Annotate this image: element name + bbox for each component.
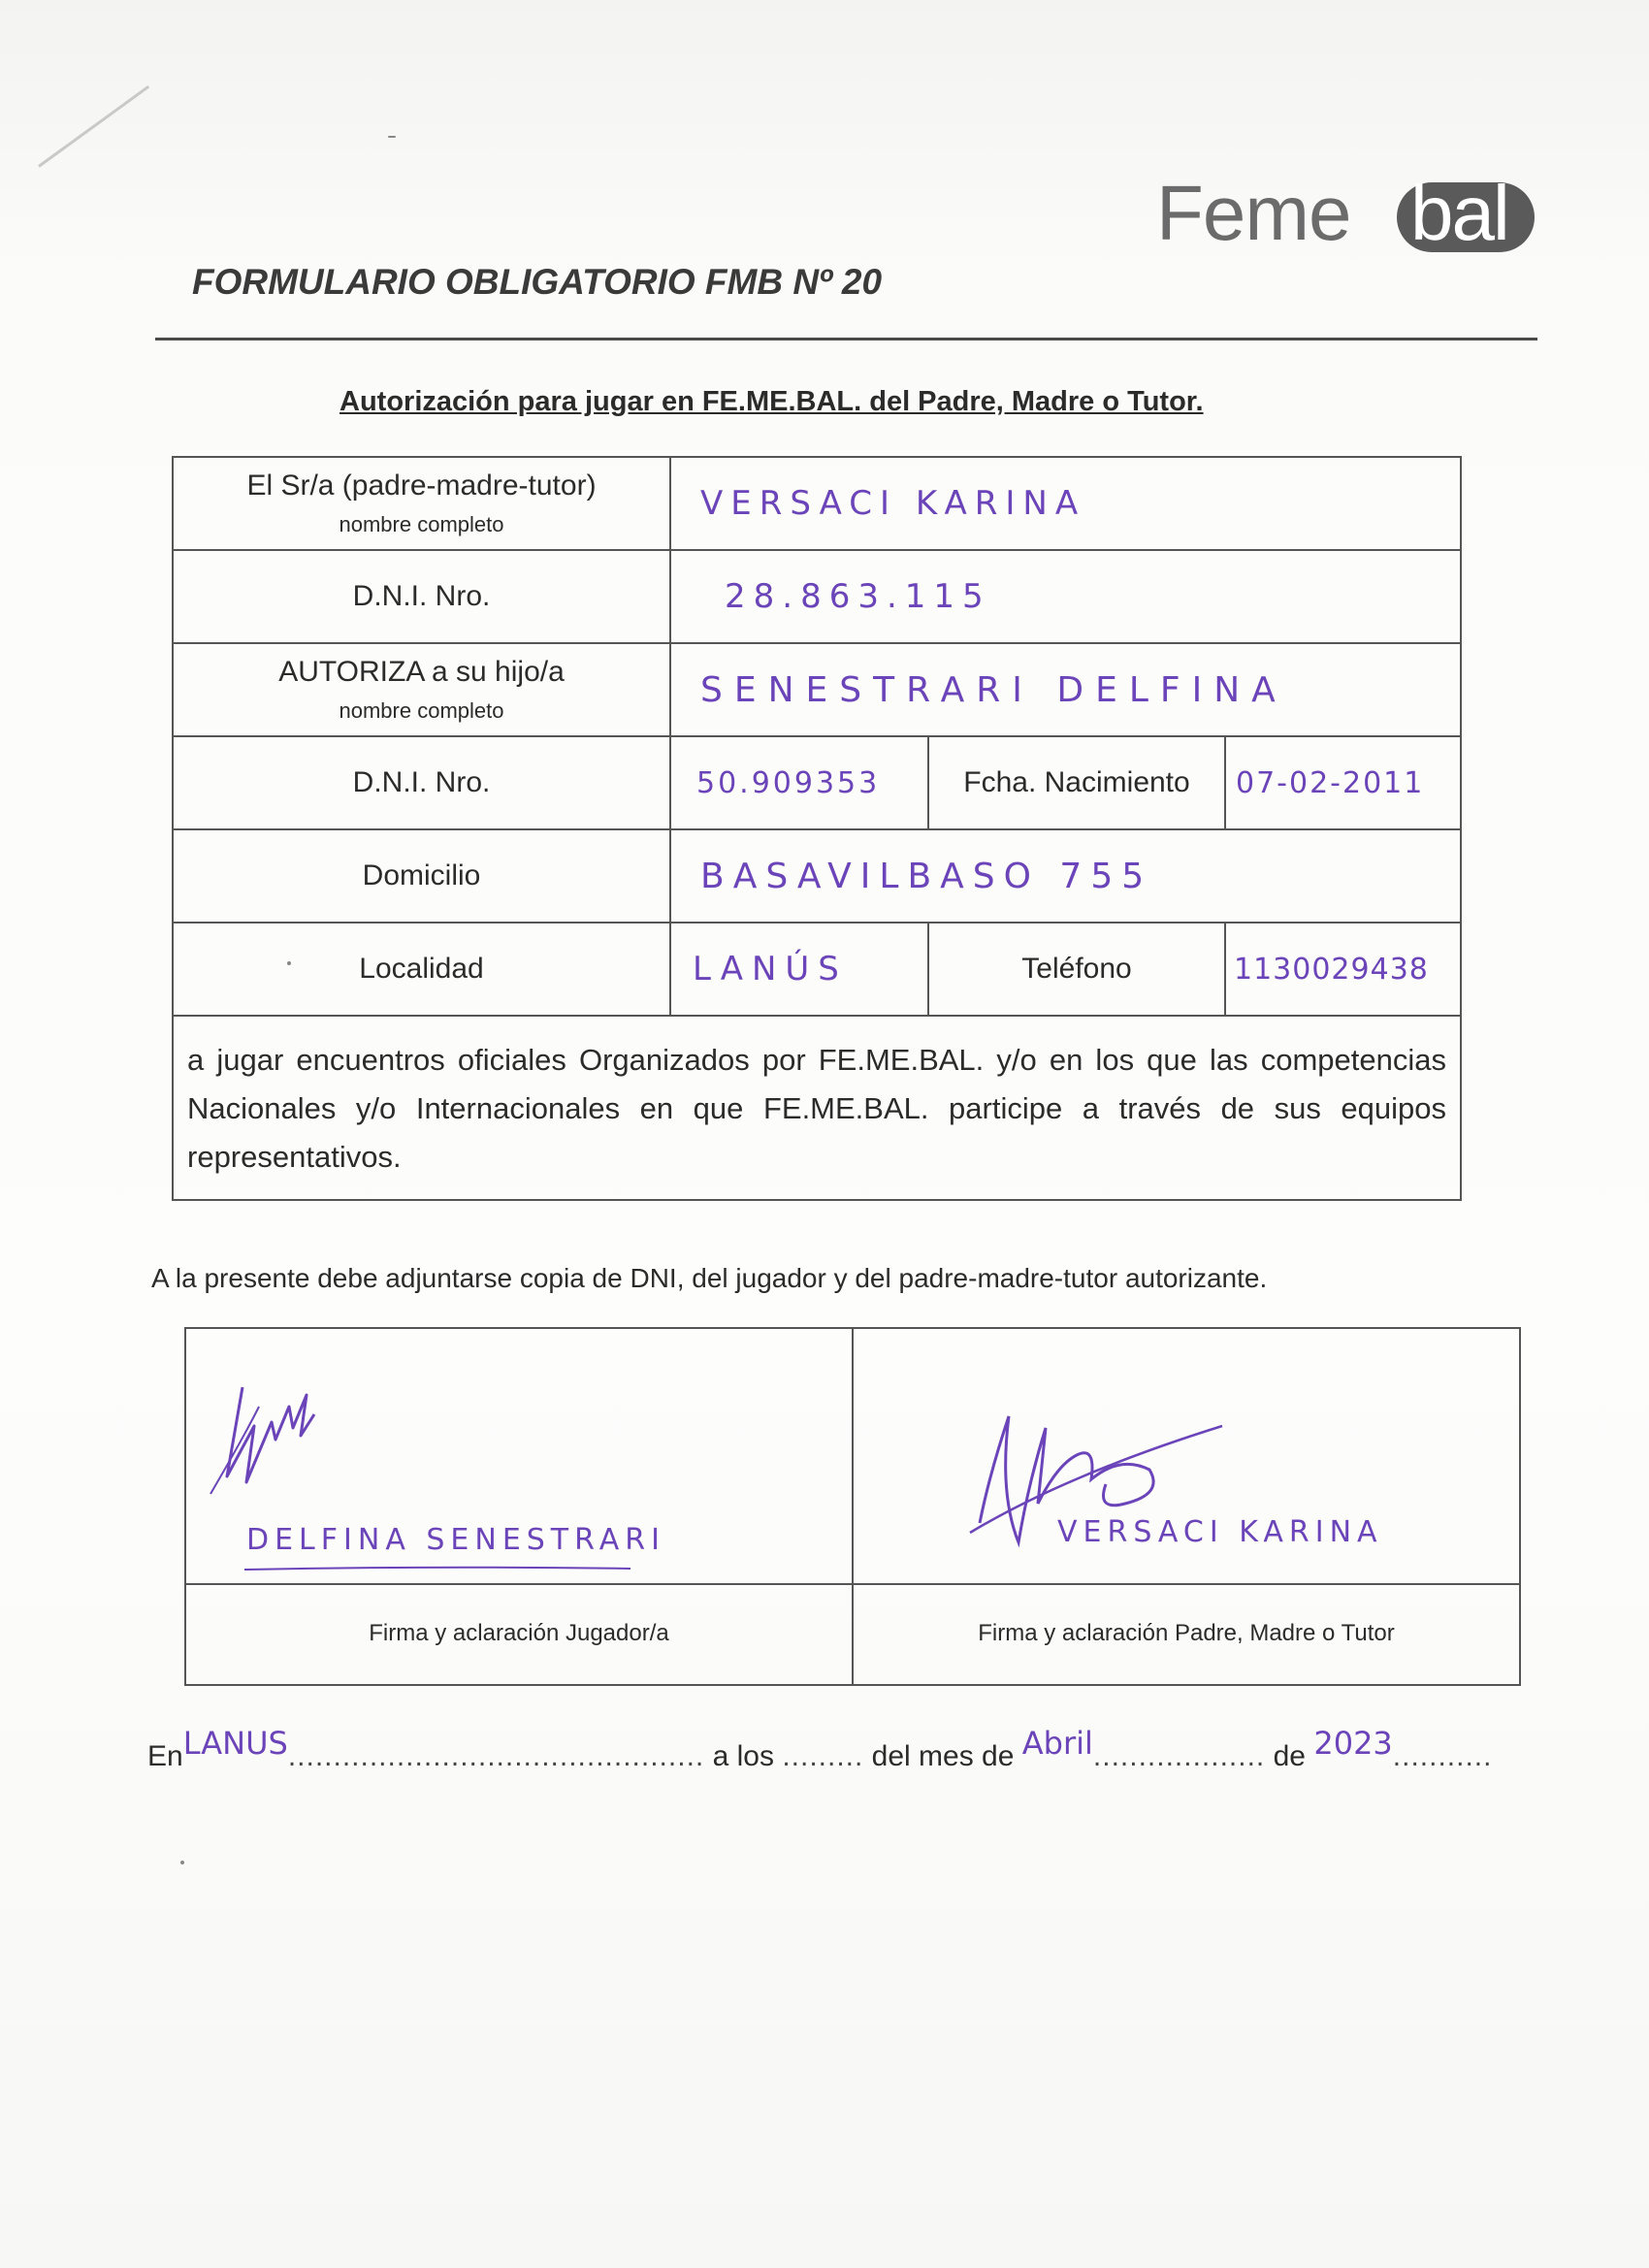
form-subtitle: Autorización para jugar en FE.ME.BAL. del Padre, Madre o Tutor. (340, 386, 1204, 417)
child-name-value: SENESTRARI DELFINA (700, 669, 1287, 710)
phone-label: Teléfono (1021, 953, 1132, 985)
parent-dni-label-cell (174, 551, 671, 642)
mes-label: del mes de (871, 1740, 1015, 1772)
attachment-note: A la presente debe adjuntarse copia de DNI, del jugador y del padre-madre-tutor autorizante. (151, 1263, 1268, 1293)
month-dots: ................... (1092, 1740, 1266, 1772)
a-los-label: a los (712, 1740, 774, 1772)
day-dots[interactable]: ......... (782, 1740, 864, 1772)
player-printed-name: DELFINA SENESTRARI (246, 1523, 665, 1557)
parent-caption: Firma y aclaración Padre, Madre o Tutor (978, 1620, 1395, 1646)
parent-label: El Sr/a (padre-madre-tutor) (246, 470, 597, 502)
place-date-line (147, 1725, 1493, 1773)
en-label: En (147, 1740, 183, 1772)
child-label-cell (174, 644, 671, 735)
scan-speck (180, 1861, 184, 1864)
form-title: FORMULARIO OBLIGATORIO FMB Nº 20 (192, 262, 883, 302)
parent-dni-value: 28.863.115 (725, 577, 991, 616)
address-field[interactable] (671, 830, 1460, 922)
child-label: AUTORIZA a su hijo/a (278, 656, 565, 688)
scan-speck (287, 961, 291, 965)
phone-field[interactable] (1226, 923, 1460, 1015)
child-sublabel: nombre completo (339, 698, 504, 723)
logo-text: Feme (1156, 170, 1351, 256)
address-row (174, 830, 1460, 923)
authorization-paragraph: a jugar encuentros oficiales Organizados por FE.ME.BAL. y/o en los que las competencias Nacionales y/o Internacionales en que FE.ME.BAL. participe a través de sus equipos representativos. (187, 1043, 1446, 1174)
player-name-underline (244, 1564, 632, 1573)
birth-date-value: 07-02-2011 (1236, 765, 1425, 800)
femebal-logo (1156, 165, 1535, 262)
parent-signature-box[interactable] (854, 1329, 1519, 1585)
address-label-cell (174, 830, 671, 922)
phone-label-cell (929, 923, 1226, 1015)
parent-signature-column (854, 1329, 1519, 1684)
de-label: de (1273, 1740, 1306, 1772)
phone-value: 1130029438 (1234, 952, 1429, 987)
logo-pill-text: bal (1410, 170, 1508, 256)
signature-table (184, 1327, 1521, 1686)
parent-dni-row (174, 551, 1460, 644)
parent-dni-label: D.N.I. Nro. (352, 580, 491, 612)
city-row (174, 923, 1460, 1017)
player-signature-scribble (206, 1368, 332, 1504)
authorization-text-row (174, 1017, 1460, 1199)
city-value: LANÚS (693, 950, 848, 988)
parent-label-cell (174, 458, 671, 549)
place-value[interactable]: LANUS (182, 1725, 288, 1762)
parent-dni-field[interactable] (671, 551, 1460, 642)
year-dots: ........... (1392, 1740, 1493, 1772)
birth-label-cell (929, 737, 1226, 828)
player-signature-box[interactable] (186, 1329, 852, 1585)
address-label: Domicilio (362, 859, 481, 891)
scan-speck (388, 136, 396, 138)
authorization-table (172, 456, 1462, 1201)
city-label: Localidad (359, 953, 484, 985)
parent-name-field[interactable] (671, 458, 1460, 549)
parent-sublabel: nombre completo (339, 512, 504, 536)
address-value: BASAVILBASO 755 (700, 856, 1153, 896)
child-name-field[interactable] (671, 644, 1460, 735)
city-field[interactable] (671, 923, 929, 1015)
parent-printed-name: VERSACI KARINA (1057, 1515, 1383, 1549)
child-dni-label: D.N.I. Nro. (352, 766, 491, 798)
child-name-row (174, 644, 1460, 737)
child-dni-label-cell (174, 737, 671, 828)
child-dni-field[interactable] (671, 737, 929, 828)
child-dni-row (174, 737, 1460, 830)
parent-name-row (174, 458, 1460, 551)
month-value[interactable]: Abril (1021, 1725, 1093, 1762)
year-value[interactable]: 2023 (1313, 1725, 1393, 1762)
player-signature-column (186, 1329, 854, 1684)
birth-date-field[interactable] (1226, 737, 1460, 828)
parent-name-value: VERSACI KARINA (700, 484, 1086, 523)
birth-label: Fcha. Nacimiento (963, 766, 1190, 798)
player-caption: Firma y aclaración Jugador/a (369, 1620, 669, 1646)
child-dni-value: 50.909353 (696, 765, 881, 800)
title-rule (155, 338, 1537, 340)
place-dots: .............................................. (287, 1740, 705, 1772)
city-label-cell (174, 923, 671, 1015)
